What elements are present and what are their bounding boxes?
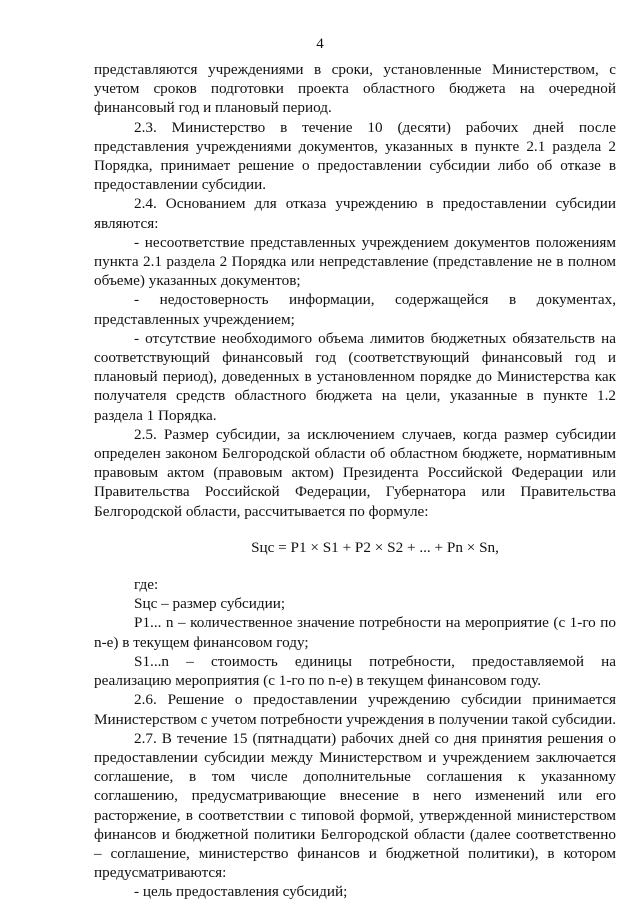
subsidy-formula: Sцс = P1 × S1 + P2 × S2 + ... + Pn × Sn, (251, 538, 499, 556)
definition-s: S1...n – стоимость единицы потребности, предоставляемой на реализацию мероприятия (с 1-го по n-е) в текущем финансовом году. (94, 652, 616, 690)
paragraph-2-3: 2.3. Министерство в течение 10 (десяти) рабочих дней после представления учреждениями документов, указанных в пункте 2.1 раздела 2 Порядка, принимает решение о предоставлении субсидии либо об отказе в предоставлении субсидии. (94, 118, 616, 194)
list-item-limits: - отсутствие необходимого объема лимитов бюджетных обязательств на соответствующий финансовый год (соответствующий финансовый год и плановый период), доведенных в установленном порядке до Министерства как получателя средств областного бюджета на цели, указанные в пункте 1.2 раздела 1 Порядка. (94, 329, 616, 424)
paragraph-2-5: 2.5. Размер субсидии, за исключением случаев, когда размер субсидии определен законом Белгородской области об областном бюджете, нормативным правовым актом (правовым актом) Президента Российской Федерации или Правительства Российской Федерации, Губернатора или Правительства Белгородской области, рассчитывается по формуле: (94, 425, 616, 520)
list-item-purpose: - цель предоставления субсидий; (134, 883, 348, 901)
paragraph-intro: представляются учреждениями в сроки, установленные Министерством, с учетом сроков подготовки проекта областного бюджета на очередной финансовый год и плановый период. (94, 61, 616, 117)
definition-scs: Sцс – размер субсидии; (134, 595, 286, 613)
page-number: 4 (316, 36, 324, 52)
paragraph-2-4: 2.4. Основанием для отказа учреждению в предоставлении субсидии являются: (94, 195, 616, 232)
list-item-mismatch: - несоответствие представленных учреждением документов положениям пункта 2.1 раздела 2 Порядка или непредставление (представление не в полном объеме) указанных документов; (94, 233, 616, 290)
paragraph-2-6: 2.6. Решение о предоставлении учреждению субсидии принимается Министерством с учетом потребности учреждения в получении такой субсидии. (94, 691, 617, 728)
document-body (94, 60, 616, 902)
paragraph-2-7: 2.7. В течение 15 (пятнадцати) рабочих дней со дня принятия решения о предоставлении субсидии между Министерством и учреждением заключается соглашение, в том числе дополнительные соглашения к указанному соглашению, предусматривающие внесение в него изменений или его расторжение, в соответствии с типовой формой, утвержденной министерством финансов и бюджетной политики Белгородской области (далее соответственно – соглашение, министерство финансов и бюджетной политики), в котором предусматриваются: (94, 729, 616, 882)
definition-p: P1... n – количественное значение потребности на мероприятие (с 1-го по n-е) в текущем финансовом году; (94, 614, 616, 651)
list-item-inaccuracy: - недостоверность информации, содержащейся в документах, представленных учреждением; (94, 291, 616, 328)
definition-where: где: (134, 576, 159, 594)
